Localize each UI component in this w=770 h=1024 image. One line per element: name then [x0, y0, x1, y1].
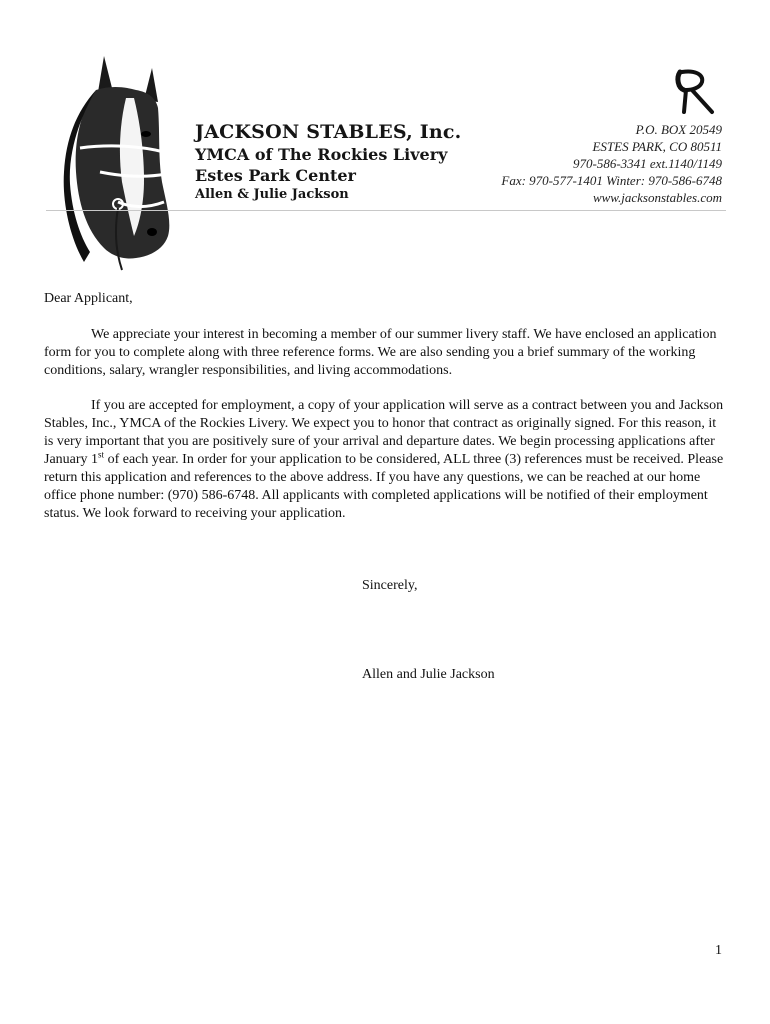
horse-head-logo-icon: [60, 52, 200, 272]
paragraph-2-part-2: of each year. In order for your application to be considered, ALL three (3) references must be received. Please return this application and references to the above address. If you have any questions, we can be reached at our home office phone number: (970) 586-6748. All applicants with completed applications will be notified of their employment status. We look forward to receiving your application.: [44, 452, 724, 521]
letterhead-address-block: [501, 121, 722, 206]
company-name: JACKSON STABLES, Inc.: [195, 121, 462, 143]
company-line-2: YMCA of The Rockies Livery: [195, 145, 448, 164]
website: www.jacksonstables.com: [592, 190, 722, 205]
closing: Sincerely,: [362, 578, 418, 593]
paragraph-2-part-1: If you are accepted for employment, a copy of your application will serve as a contract between you and Jackson Stables, Inc., YMCA of the Rockies Livery. We expect you to honor that contract as originally signed. For this reason, it is very important that you are positively sure of your arrival and departure dates. We begin processing applications after January 1: [44, 398, 724, 467]
po-box: P.O. BOX 20549: [635, 122, 722, 137]
letter-body: [44, 290, 728, 540]
letterhead-divider: [46, 210, 726, 211]
city-state-zip: ESTES PARK, CO 80511: [592, 139, 722, 154]
company-owners: Allen & Julie Jackson: [195, 187, 349, 202]
signature: Allen and Julie Jackson: [362, 667, 495, 682]
page-number: 1: [715, 943, 722, 958]
letterhead-company-block: [195, 120, 461, 204]
fax-number: Fax: 970-577-1401 Winter: 970-586-6748: [501, 173, 722, 188]
ordinal-suffix: st: [98, 449, 105, 460]
paragraph-1: We appreciate your interest in becoming a member of our summer livery staff. We have enclosed an application form for you to complete along with three reference forms. We are also sending you a brief summary of the working conditions, salary, wrangler responsibilities, and living accommodations.: [44, 327, 717, 378]
paragraph-2: [44, 397, 728, 523]
brand-mark-icon: [672, 68, 718, 116]
salutation: Dear Applicant,: [44, 291, 133, 306]
company-line-3: Estes Park Center: [195, 166, 356, 185]
phone-number: 970-586-3341 ext.1140/1149: [573, 156, 722, 171]
